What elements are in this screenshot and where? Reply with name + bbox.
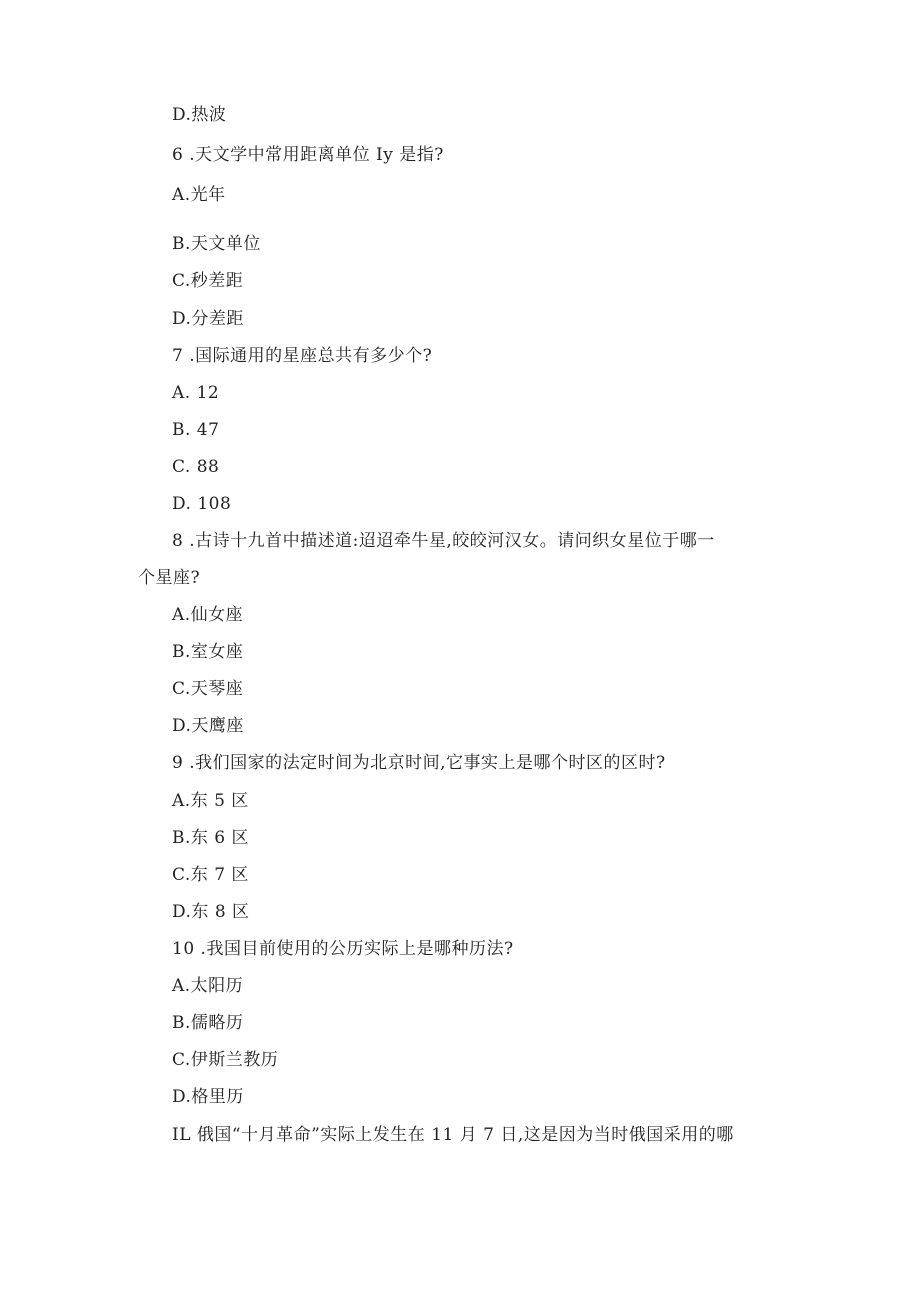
option-10d: D.格里历 — [172, 1087, 244, 1107]
option-8b: B.室女座 — [172, 642, 244, 662]
option-10a: A.太阳历 — [172, 976, 244, 996]
question-10: 10 .我国目前使用的公历实际上是哪种历法? — [172, 939, 514, 959]
option-7a: A. 12 — [172, 383, 220, 403]
option-5d: D.热波 — [172, 105, 227, 125]
question-11: IL 俄国“十月革命”实际上发生在 11 月 7 日,这是因为当时俄国采用的哪 — [172, 1125, 734, 1145]
option-7c: C. 88 — [172, 457, 220, 477]
option-9b: B.东 6 区 — [172, 828, 250, 848]
option-6d: D.分差距 — [172, 309, 244, 329]
option-8d: D.天鹰座 — [172, 716, 244, 736]
question-8: 8 .古诗十九首中描述道:迢迢牵牛星,皎皎河汉女。请问织女星位于哪一 — [172, 531, 715, 551]
question-6: 6 .天文学中常用距离单位 Iy 是指? — [172, 145, 444, 165]
question-7: 7 .国际通用的星座总共有多少个? — [172, 346, 433, 366]
option-8c: C.天琴座 — [172, 679, 244, 699]
option-10b: B.儒略历 — [172, 1013, 244, 1033]
option-7d: D. 108 — [172, 494, 232, 514]
option-7b: B. 47 — [172, 420, 220, 440]
option-9d: D.东 8 区 — [172, 902, 250, 922]
option-10c: C.伊斯兰教历 — [172, 1050, 279, 1070]
question-8-continuation: 个星座? — [138, 568, 201, 588]
option-9c: C.东 7 区 — [172, 865, 249, 885]
option-6a: A.光年 — [172, 185, 226, 205]
option-8a: A.仙女座 — [172, 605, 244, 625]
question-9: 9 .我们国家的法定时间为北京时间,它事实上是哪个时区的区时? — [172, 753, 666, 773]
option-9a: A.东 5 区 — [172, 791, 249, 811]
option-6b: B.天文单位 — [172, 234, 261, 254]
option-6c: C.秒差距 — [172, 271, 244, 291]
